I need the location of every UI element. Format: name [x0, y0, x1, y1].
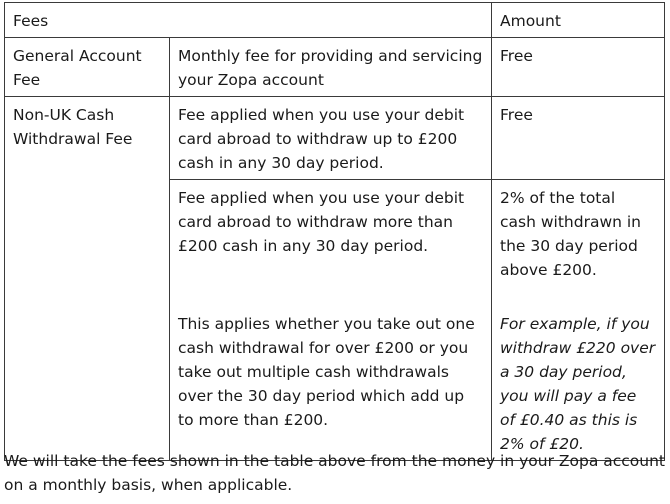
fee-amount: 2% of the total cash withdrawn in the 30 day period above £200. [500, 189, 641, 279]
fee-description-cell [170, 180, 492, 461]
fee-amount: Free [492, 97, 665, 180]
fee-description: Monthly fee for providing and servicing your Zopa account [170, 38, 492, 97]
table-header-row [5, 3, 665, 38]
table-row [5, 97, 665, 180]
footer-note: We will take the fees shown in the table above from the money in your Zopa account on a monthly basis, when applicable. [4, 452, 665, 494]
fee-name: General Account Fee [5, 38, 170, 97]
table-row [5, 38, 665, 97]
header-fees: Fees [5, 3, 492, 38]
fee-amount: Free [492, 38, 665, 97]
header-amount: Amount [492, 3, 665, 38]
fee-description: Fee applied when you use your debit card abroad to withdraw up to £200 cash in any 30 day period. [170, 97, 492, 180]
fee-description-extra: This applies whether you take out one cash withdrawal for over £200 or you take out multiple cash withdrawals over the 30 day period which add up to more than £200. [178, 315, 475, 429]
fee-name: Non-UK Cash Withdrawal Fee [5, 97, 170, 461]
fees-table [4, 2, 665, 461]
fee-amount-cell [492, 180, 665, 461]
fee-amount-example: For example, if you withdraw £220 over a 30 day period, you will pay a fee of £0.40 as this is 2% of £20. [500, 315, 656, 453]
fee-description: Fee applied when you use your debit card abroad to withdraw more than £200 cash in any 30 day period. [178, 189, 465, 255]
